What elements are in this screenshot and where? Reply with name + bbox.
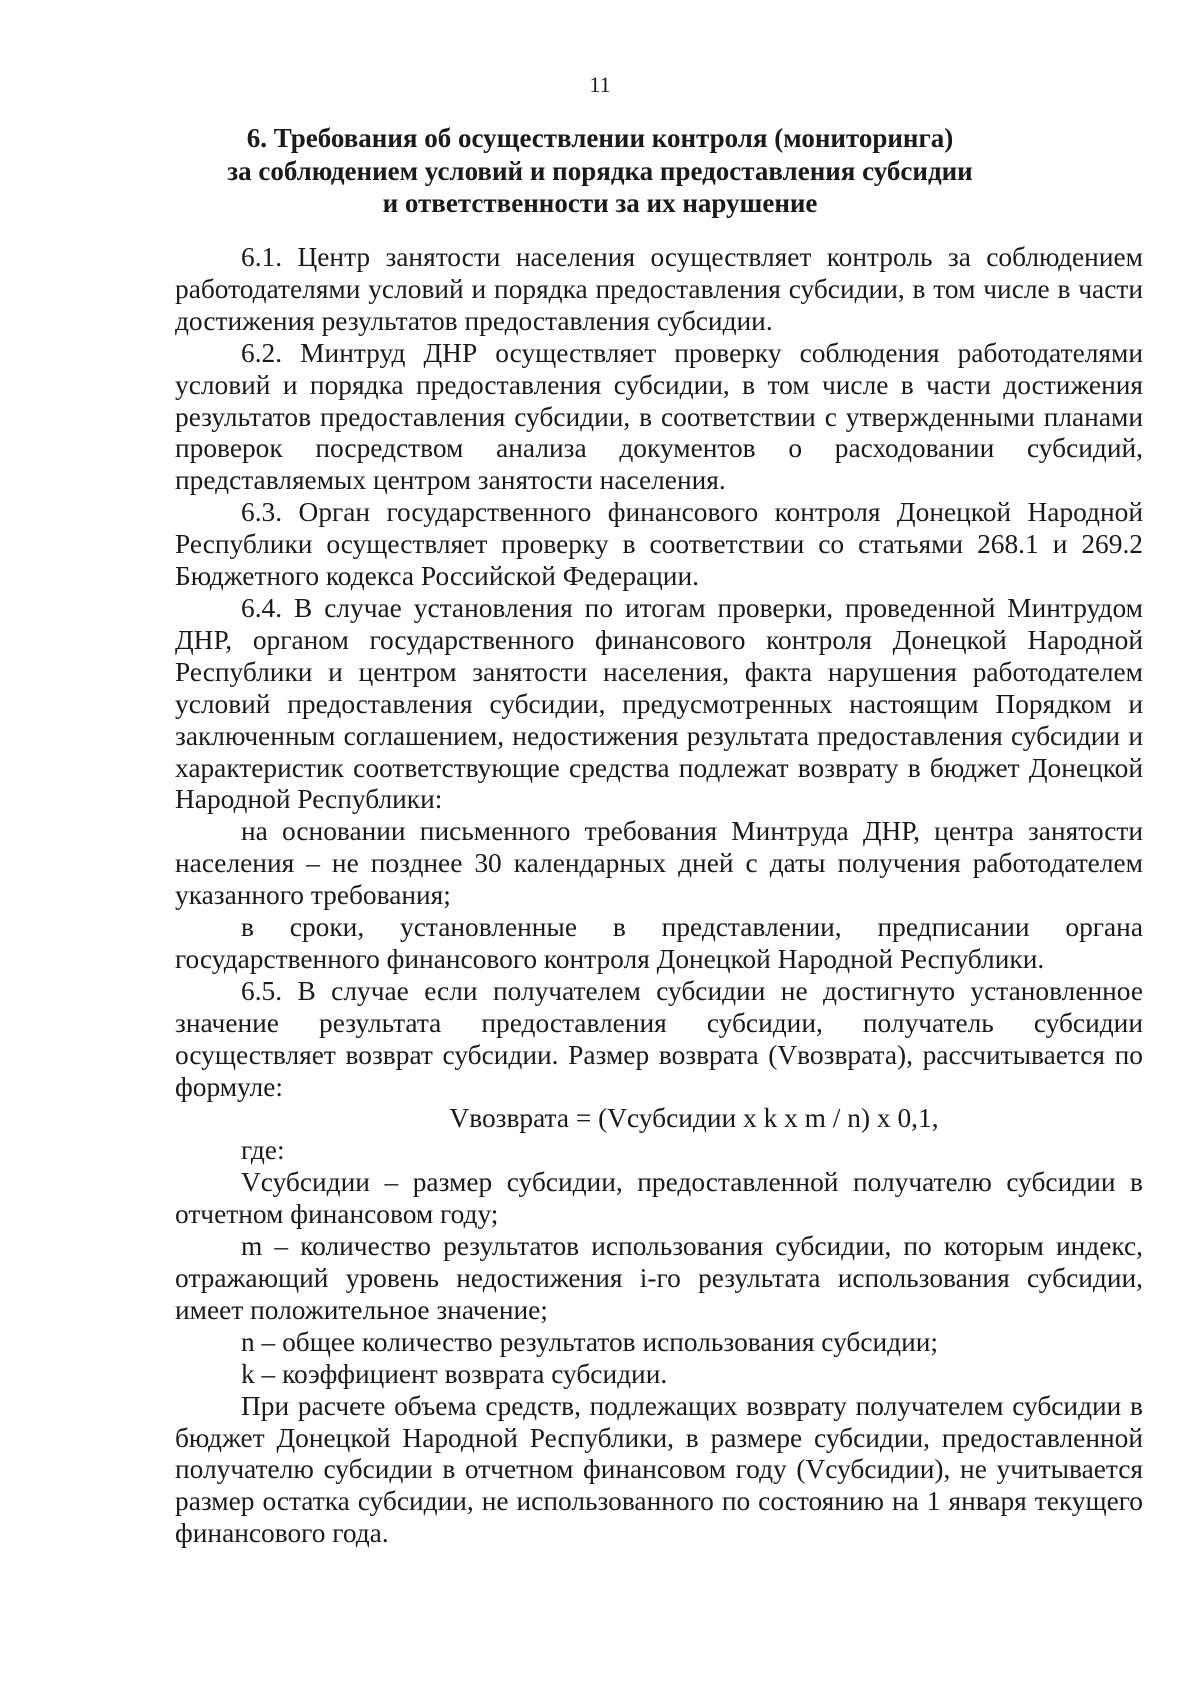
paragraph-6-5: 6.5. В случае если получателем субсидии не достигнуто установленное значение результата предоставления субсидии, получатель субсидии осуществляет возврат субсидии. Размер возврата (Vвозврата), рассчитывается по формуле:: [175, 975, 1143, 1102]
section-heading: [175, 122, 1025, 220]
page-number: 11: [589, 72, 611, 97]
return-formula: Vвозврата = (Vсубсидии x k x m / n) x 0,1,: [449, 1103, 939, 1134]
section-heading-line-1: 6. Требования об осуществлении контроля (мониторинга): [246, 123, 954, 153]
paragraph-6-2: 6.2. Минтруд ДНР осуществляет проверку соблюдения работодателями условий и порядка предоставления субсидии, в том числе в части достижения результатов предоставления субсидии, в соответствии с утвержденными планами проверок посредством анализа документов о расходовании субсидий, представляемых центром занятости населения.: [175, 337, 1143, 496]
paragraph-6-3: 6.3. Орган государственного финансового контроля Донецкой Народной Республики осуществляет проверку в соответствии со статьями 268.1 и 269.2 Бюджетного кодекса Российской Федерации.: [175, 497, 1143, 592]
paragraph-final: При расчете объема средств, подлежащих возврату получателем субсидии в бюджет Донецкой Народной Республики, в размере субсидии, предоставленной получателю субсидии в отчетном финансовом году (Vсубсидии), не учитывается размер остатка субсидии, не использованного по состоянию на 1 января текущего финансового года.: [175, 1390, 1143, 1549]
formula-where-label: где:: [241, 1135, 285, 1166]
paragraph-6-4: 6.4. В случае установления по итогам проверки, проведенной Минтрудом ДНР, органом государственного финансового контроля Донецкой Народной Республики и центром занятости населения, факта нарушения работодателем условий предоставления субсидии, предусмотренных настоящим Порядком и заключенным соглашением, недостижения результата предоставления субсидии и характеристик соответствующие средства подлежат возврату в бюджет Донецкой Народной Республики:: [175, 592, 1143, 815]
definition-k: k – коэффициент возврата субсидии.: [241, 1358, 668, 1389]
paragraph-6-4-item-1: на основании письменного требования Минтруда ДНР, центра занятости населения – не позднее 30 календарных дней с даты получения работодателем указанного требования;: [175, 816, 1143, 911]
definition-v-subsidy: Vсубсидии – размер субсидии, предоставленной получателю субсидии в отчетном финансовом году;: [175, 1167, 1143, 1230]
paragraph-6-4-item-2: в сроки, установленные в представлении, предписании органа государственного финансового контроля Донецкой Народной Республики.: [175, 912, 1143, 974]
definition-n: n – общее количество результатов использования субсидии;: [241, 1326, 939, 1357]
section-heading-line-2: за соблюдением условий и порядка предоставления субсидии: [227, 155, 973, 186]
section-heading-line-3: и ответственности за их нарушение: [382, 188, 818, 218]
document-body: [175, 242, 1143, 1550]
definition-m: m – количество результатов использования субсидии, по которым индекс, отражающий уровень недостижения i-го результата использования субсидии, имеет положительное значение;: [175, 1231, 1143, 1325]
paragraph-6-1: 6.1. Центр занятости населения осуществляет контроль за соблюдением работодателями условий и порядка предоставления субсидии, в том числе в части достижения результатов предоставления субсидии.: [175, 242, 1143, 336]
